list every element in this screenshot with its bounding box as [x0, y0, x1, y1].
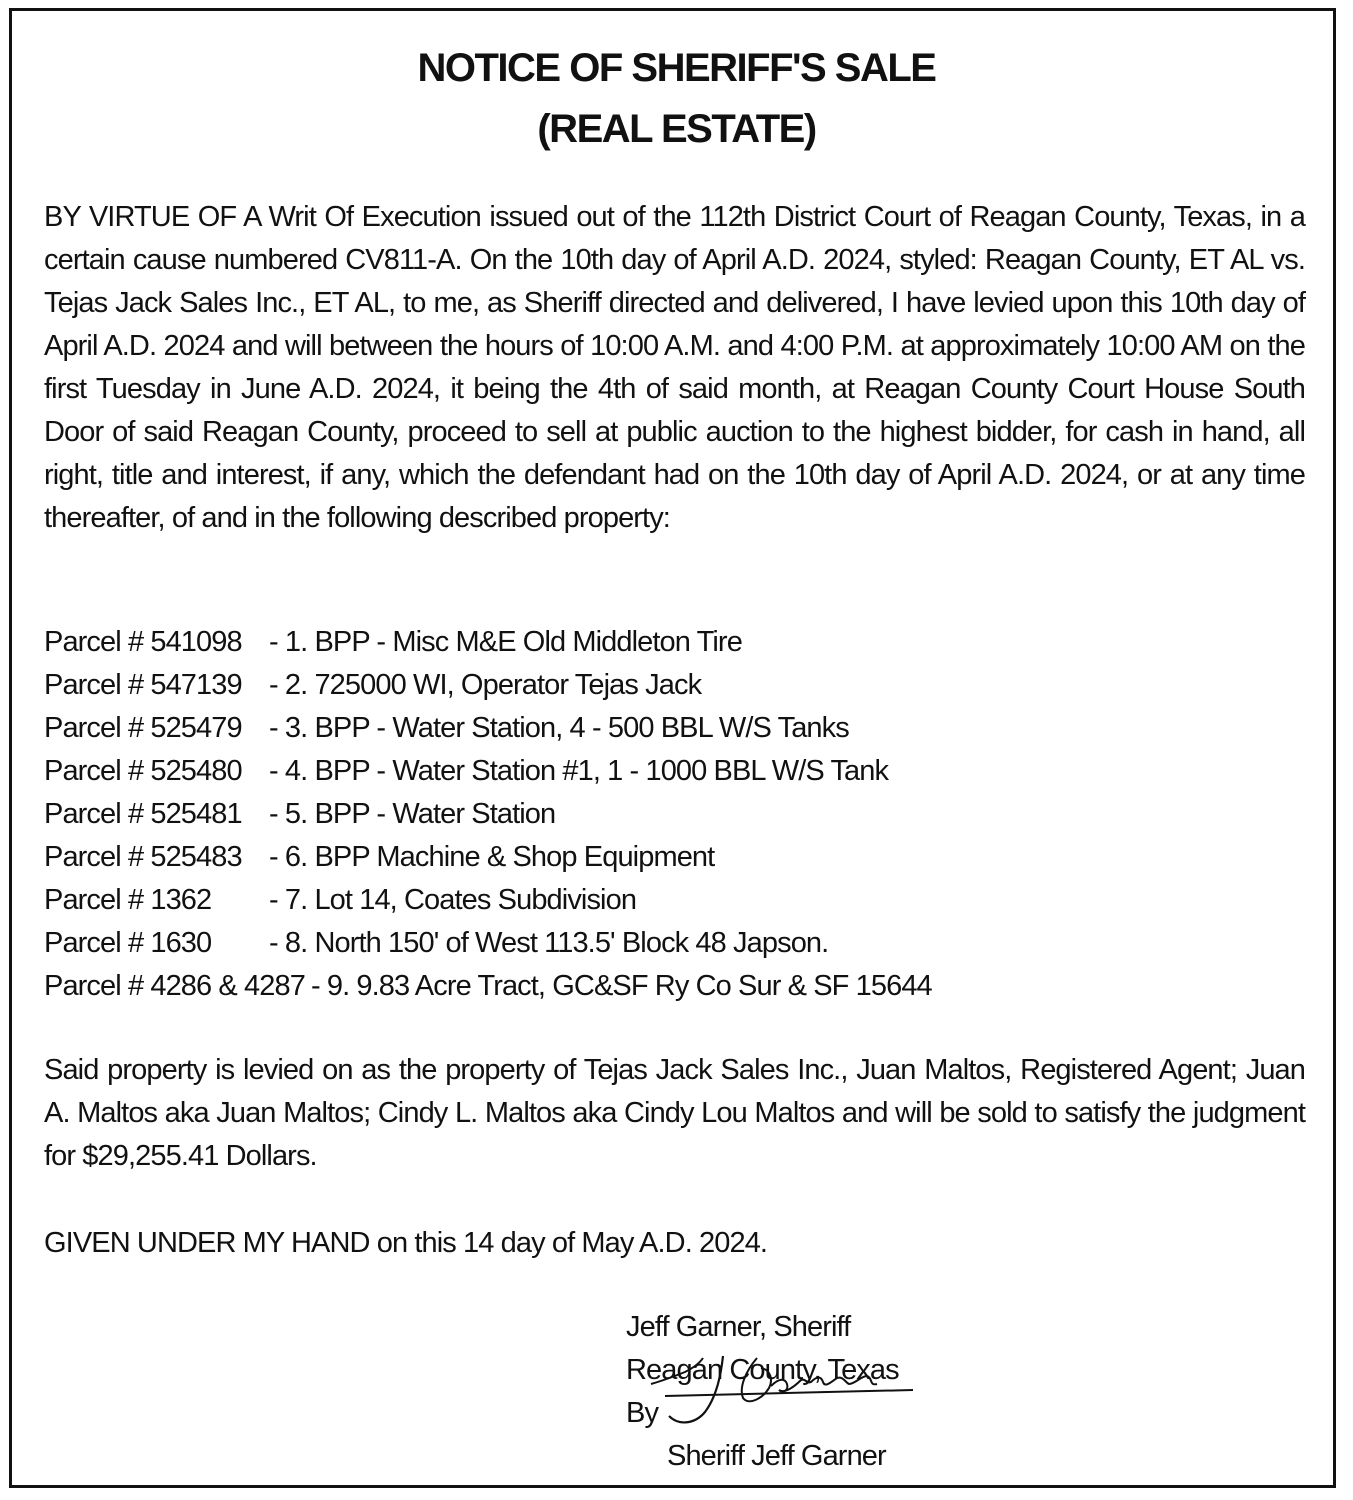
- parcel-item: [44, 621, 1305, 664]
- parcel-description: - 6. BPP Machine & Shop Equipment: [269, 841, 715, 873]
- parcel-number: Parcel # 1630: [44, 927, 212, 959]
- given-date-line: GIVEN UNDER MY HAND on this 14 day of May A.D. 2024.: [44, 1227, 768, 1259]
- parcel-number: Parcel # 1362: [44, 884, 212, 916]
- parcel-number: Parcel # 525480: [44, 755, 242, 787]
- parcel-number: Parcel # 525483: [44, 841, 242, 873]
- parcel-list: [44, 621, 1305, 1008]
- writ-paragraph: BY VIRTUE OF A Writ Of Execution issued out of the 112th District Court of Reagan County, Texas, in a certain cause numbered CV811-A. On the 10th day of April A.D. 2024, styled: Reagan County, ET AL vs. Tejas Jack Sales Inc., ET AL, to me, as Sheriff directed and delivered, I have levied upon this 10th day of April A.D. 2024 and will between the hours of 10:00 A.M. and 4:00 P.M. at approximately 10:00 AM on the first Tuesday in June A.D. 2024, it being the 4th of said month, at Reagan County Court House South Door of said Reagan County, proceed to sell at public auction to the highest bidder, for cash in hand, all right, title and interest, if any, which the defendant had on the 10th day of April A.D. 2024, or at any time thereafter, of and in the following described property:: [44, 201, 1305, 534]
- parcel-description: - 5. BPP - Water Station: [269, 798, 556, 830]
- parcel-item: [44, 836, 1305, 879]
- parcel-number: Parcel # 541098: [44, 626, 242, 658]
- sheriff-county: Reagan County, Texas: [626, 1354, 899, 1386]
- parcel-number: Parcel # 4286 & 4287: [44, 970, 305, 1002]
- parcel-number: Parcel # 525479: [44, 712, 242, 744]
- parcel-item: [44, 793, 1305, 836]
- parcel-description: - 9. 9.83 Acre Tract, GC&SF Ry Co Sur & SF 15644: [310, 970, 932, 1002]
- notice-title: NOTICE OF SHERIFF'S SALE: [417, 46, 936, 90]
- parcel-item: [44, 707, 1305, 750]
- parcel-item: [44, 879, 1305, 922]
- handwritten-signature: [645, 1350, 935, 1450]
- sheriff-name-title: Jeff Garner, Sheriff: [626, 1311, 851, 1343]
- parcel-description: - 1. BPP - Misc M&E Old Middleton Tire: [269, 626, 742, 658]
- parcel-description: - 7. Lot 14, Coates Subdivision: [269, 884, 637, 916]
- parcel-description: - 2. 725000 WI, Operator Tejas Jack: [269, 669, 702, 701]
- parcel-item: [44, 750, 1305, 793]
- signed-name: Sheriff Jeff Garner: [667, 1440, 886, 1472]
- parcel-item: [44, 965, 1305, 1008]
- parcel-item: [44, 664, 1305, 707]
- parcel-item: [44, 922, 1305, 965]
- parcel-number: Parcel # 525481: [44, 798, 242, 830]
- parcel-description: - 4. BPP - Water Station #1, 1 - 1000 BBL W/S Tank: [269, 755, 889, 787]
- parcel-description: - 8. North 150' of West 113.5' Block 48 Japson.: [269, 927, 829, 959]
- parcel-number: Parcel # 547139: [44, 669, 242, 701]
- parcel-description: - 3. BPP - Water Station, 4 - 500 BBL W/S Tanks: [269, 712, 849, 744]
- notice-subtitle: (REAL ESTATE): [537, 107, 816, 151]
- by-label: By: [626, 1397, 659, 1429]
- levy-paragraph: Said property is levied on as the property of Tejas Jack Sales Inc., Juan Maltos, Registered Agent; Juan A. Maltos aka Juan Maltos; Cindy L. Maltos aka Cindy Lou Maltos and will be sold to satisfy the judgment for $29,255.41 Dollars.: [44, 1054, 1305, 1172]
